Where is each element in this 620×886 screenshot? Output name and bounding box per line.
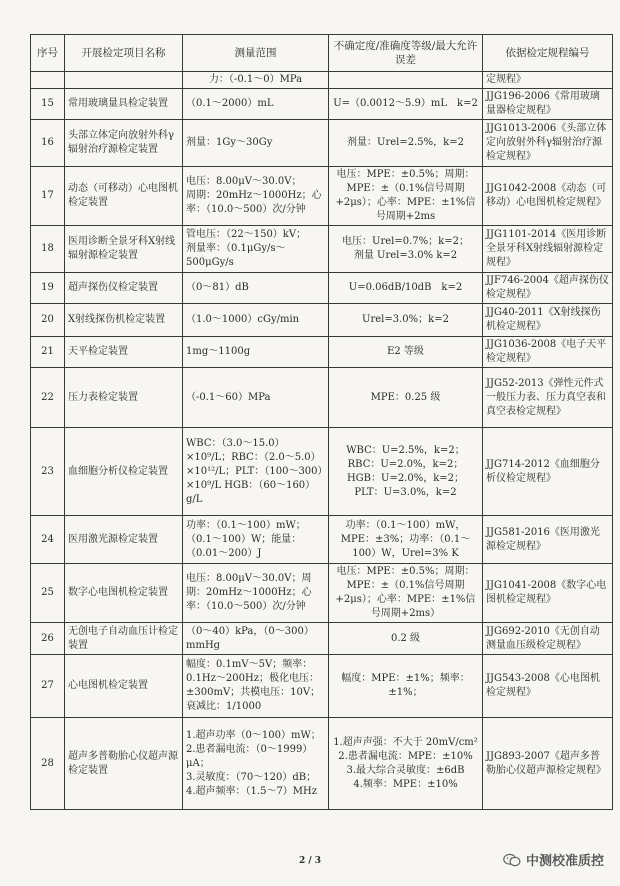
- continuation-range: 力：（-0.1～0）MPa: [183, 72, 329, 89]
- header-range: 测量范围: [183, 35, 329, 72]
- uncertainty: 1.超声声强：不大于 20mV/cm² 2.患者漏电流：MPE：±10% 3.最大综合灵敏度：±6dB 4.频率：MPE：±10%: [329, 718, 483, 810]
- uncertainty: 电压：MPE：±0.5%；周期：MPE：±（0.1%信号周期+2μs）；心率：MPE：±1%信号周期+2ms）: [329, 564, 483, 623]
- page-number: 2 / 3: [298, 856, 322, 866]
- regulation: JJG1041-2008《数字心电图机检定规程》: [483, 564, 613, 623]
- row-number: 16: [31, 120, 65, 167]
- item-name: 无创电子自动血压计检定装置: [65, 623, 183, 655]
- uncertainty: U=（0.0012～5.9）mL k=2: [329, 89, 483, 120]
- watermark-text: 中测校准质控: [525, 854, 604, 869]
- header-no: 序号: [31, 35, 65, 72]
- uncertainty: E2 等级: [329, 337, 483, 368]
- table-row: [31, 89, 613, 120]
- continuation-regulation: 定规程》: [483, 72, 613, 89]
- regulation: JJG40-2011《X射线探伤机检定规程》: [483, 304, 613, 337]
- row-number: 26: [31, 623, 65, 655]
- measurement-range: （0.1～2000）mL: [183, 89, 329, 120]
- table-row: [31, 304, 613, 337]
- item-name: 超声多普勒胎心仪超声源检定装置: [65, 718, 183, 810]
- calibration-table: [30, 34, 613, 810]
- regulation: JJG52-2013《弹性元件式一般压力表、压力真空表和真空表检定规程》: [483, 368, 613, 428]
- measurement-range: WBC：（3.0～15.0）×10⁹/L；RBC：（2.0～5.0）×10¹²/L；PLT：（100～300）×10⁹/L HGB：（60～160）g/L: [183, 428, 329, 516]
- measurement-range: 1.超声功率（0～100）mW； 2.患者漏电流：（0～1999）μA； 3.灵敏度：（70～120）dB； 4.超声频率：（1.5～7）MHz: [183, 718, 329, 810]
- regulation: JJG692-2010《无创自动测量血压级检定规程》: [483, 623, 613, 655]
- regulation: JJG893-2007《超声多普勒胎心仪超声源检定规程》: [483, 718, 613, 810]
- item-name: 压力表检定装置: [65, 368, 183, 428]
- uncertainty: 电压：Urel=0.7%；k=2； 剂量 Urel=3.0% k=2: [329, 226, 483, 273]
- table-row: [31, 120, 613, 167]
- regulation: JJG543-2008《心电图机检定规程》: [483, 655, 613, 718]
- uncertainty: U=0.06dB/10dB k=2: [329, 273, 483, 304]
- header-uncertainty: 不确定度/准确度等级/最大允许误差: [329, 35, 483, 72]
- item-name: X射线探伤机检定装置: [65, 304, 183, 337]
- regulation: JJG1042-2008《动态（可移动）心电图机检定规程》: [483, 167, 613, 226]
- uncertainty: 剂量：Urel=2.5%，k=2: [329, 120, 483, 167]
- measurement-range: 功率：（0.1～100）mW；（0.1～100）W；能量：（0.01～200）J: [183, 516, 329, 564]
- wechat-icon: [503, 853, 521, 867]
- item-name: 常用玻璃量具检定装置: [65, 89, 183, 120]
- table-row: [31, 718, 613, 810]
- row-number: 24: [31, 516, 65, 564]
- row-number: 18: [31, 226, 65, 273]
- uncertainty: 电压：MPE：±0.5%；周期：MPE：±（0.1%信号周期+2μs）；心率：MPE：±1%信号周期+2ms: [329, 167, 483, 226]
- item-name: 动态（可移动）心电图机检定装置: [65, 167, 183, 226]
- continuation-row: [31, 72, 613, 89]
- item-name: 心电图机检定装置: [65, 655, 183, 718]
- regulation: JJG581-2016《医用激光源检定规程》: [483, 516, 613, 564]
- row-number: 20: [31, 304, 65, 337]
- table-row: [31, 273, 613, 304]
- item-name: 头部立体定向放射外科γ辐射治疗源检定装置: [65, 120, 183, 167]
- uncertainty: 功率：（0.1～100）mW，MPE：±3%；功率：（0.1～100）W，Urel=3% K: [329, 516, 483, 564]
- table-row: [31, 428, 613, 516]
- table-row: [31, 516, 613, 564]
- regulation: JJG1101-2014《医用诊断全景牙科X射线辐射源检定规程》: [483, 226, 613, 273]
- table-row: [31, 623, 613, 655]
- row-number: 15: [31, 89, 65, 120]
- uncertainty: Urel=3.0%；k=2: [329, 304, 483, 337]
- table-row: [31, 564, 613, 623]
- table-row: [31, 167, 613, 226]
- row-number: 23: [31, 428, 65, 516]
- row-number: 28: [31, 718, 65, 810]
- measurement-range: 幅度：0.1mV～5V；频率：0.1Hz～200Hz；极化电压：±300mV；共模电压：10V；衰减比：1/1000: [183, 655, 329, 718]
- item-name: 超声探伤仪检定装置: [65, 273, 183, 304]
- measurement-range: （1.0～1000）cGy/min: [183, 304, 329, 337]
- row-number: 25: [31, 564, 65, 623]
- header-name: 开展检定项目名称: [65, 35, 183, 72]
- uncertainty: MPE：0.25 级: [329, 368, 483, 428]
- row-number: 17: [31, 167, 65, 226]
- table-row: [31, 655, 613, 718]
- regulation: JJG196-2006《常用玻璃量器检定规程》: [483, 89, 613, 120]
- item-name: 数字心电图机检定装置: [65, 564, 183, 623]
- item-name: 医用诊断全景牙科X射线辐射源检定装置: [65, 226, 183, 273]
- uncertainty: WBC：U=2.5%，k=2； RBC：U=2.0%，k=2； HGB：U=2.0%，k=2； PLT：U=3.0%，k=2: [329, 428, 483, 516]
- measurement-range: 电压：8.00μV～30.0V； 周期：20mHz～1000Hz；心率：（10.0～500）次/分钟: [183, 167, 329, 226]
- row-number: 22: [31, 368, 65, 428]
- regulation: JJG1013-2006《头部立体定向放射外科γ辐射治疗源检定规程》: [483, 120, 613, 167]
- header-regulation: 依据检定规程编号: [483, 35, 613, 72]
- measurement-range: 1mg～1100g: [183, 337, 329, 368]
- measurement-range: （0～81）dB: [183, 273, 329, 304]
- measurement-range: 管电压：（22～150）kV； 剂量率：（0.1μGy/s～500μGy/s: [183, 226, 329, 273]
- measurement-range: （0～40）kPa，（0～300）mmHg: [183, 623, 329, 655]
- regulation: JJG1036-2008《电子天平检定规程》: [483, 337, 613, 368]
- measurement-range: （-0.1～60）MPa: [183, 368, 329, 428]
- header-row: [31, 35, 613, 72]
- regulation: JJG714-2012《血细胞分析仪检定规程》: [483, 428, 613, 516]
- item-name: 医用激光源检定装置: [65, 516, 183, 564]
- table-row: [31, 337, 613, 368]
- table-row: [31, 226, 613, 273]
- regulation: JJF746-2004《超声探伤仪检定规程》: [483, 273, 613, 304]
- watermark: [503, 850, 604, 869]
- measurement-range: 电压：8.00μV～30.0V；周期：20mHz～1000Hz；心率：（10.0～500）次/分钟: [183, 564, 329, 623]
- measurement-range: 剂量：1Gy～30Gy: [183, 120, 329, 167]
- item-name: 血细胞分析仪检定装置: [65, 428, 183, 516]
- row-number: 27: [31, 655, 65, 718]
- item-name: 天平检定装置: [65, 337, 183, 368]
- uncertainty: 幅度：MPE：±1%；频率：±1%；: [329, 655, 483, 718]
- uncertainty: 0.2 级: [329, 623, 483, 655]
- row-number: 21: [31, 337, 65, 368]
- table-row: [31, 368, 613, 428]
- row-number: 19: [31, 273, 65, 304]
